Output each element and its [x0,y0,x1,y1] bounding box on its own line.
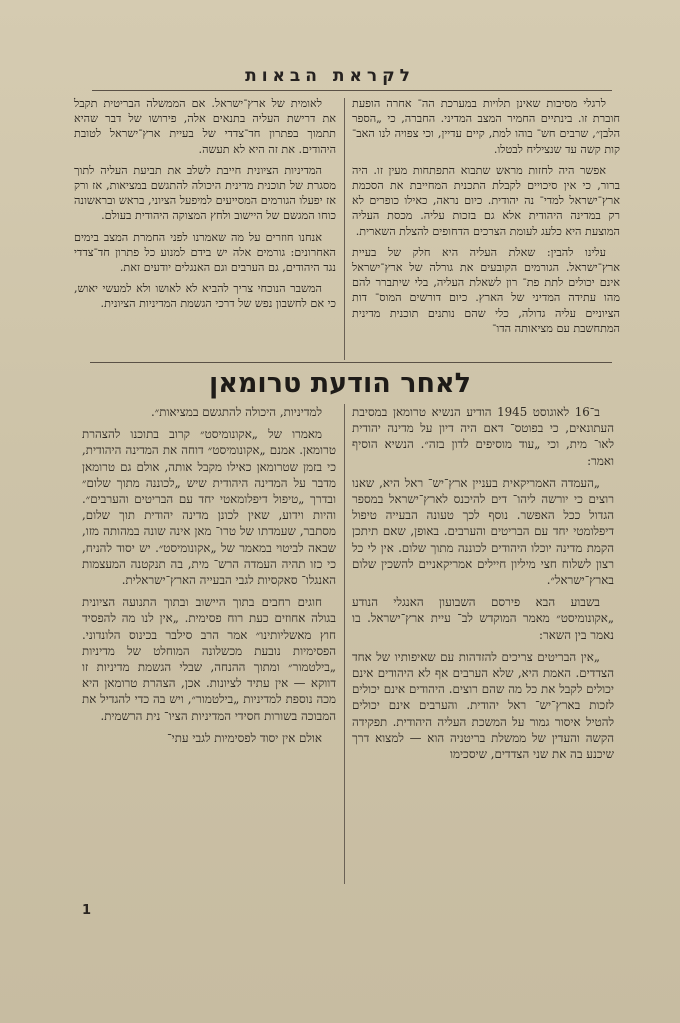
bottom-right-column [352,404,614,768]
section-title: לקראת הבאות [245,66,415,86]
paragraph: „אין הבריטים צריכים להזדהות עם שאיפותיו של אחד הצדדים. האמת היא, שלא הערבים אף לא היהודים אינם יכולים לקבל את כל מה שהם רוצים. היהודים אינם יכולים לזכות בארץ־יש־ ראל יהודית. והערבים אינם יכולים להטיל איסור גמור על המשכת העליה היהודית. תפקידה הקשה והעדין של ממשלת בריטניה הוא — למצוא דרך שיכנע בה את שני הצדדים, שיסכימו [352,649,614,762]
paragraph: אולם אין יסוד לפסימיות לגבי עתי־ [167,730,322,745]
column-divider-top [344,98,345,360]
paragraph: בשבוע הבא פירסם השבועון האנגלי הנודע „אקונומיסט״ מאמר המוקדש לב־ עיית ארץ־ישראל. בו נאמר בין השאר: [352,595,614,642]
paragraph: חוגים רחבים בתוך היישוב ובתוך התנועה הציונית בגולה אחוזים כעת רוח פסימית. „אין לנו מה להפסיד חוץ מאשליותינו״ אמר הרב סילבר בכינוס הלונדוני. הפסימיות נובעת מכשלונה המוחלט של מדיניות „בילטמור״ ומתוך ההנחה, שבלי הגשמת מדיניות זו דווקא — אין עתיד לציונות. אכן, הצהרת טרומאן היא מכה נוספת למדיניות „בילטמור״, ויש בה כדי להגדיל את המבוכה בשורות חסידי המדיניות הציו־ נית הרשמית. [82,595,336,723]
paragraph: לרגלי מסיבות שאינן תלויות במערכת הה־ אחרה הופעת חוברת זו. בינתיים החמיר המצב המדיני. החברה, כי „הספר הלבן״, שרבים חש־ בוהו למת, קיים עדיין, וכי צפויה לנו האב־ קות קשה עד שנציליח לבטלו. [352,97,620,156]
paragraph: עלינו להבין: שאלת העליה היא חלק של בעיית ארץ־ישראל. הגורמים הקובעים את גורלה של ארץ־ישראל אינם יכולים לתת פת־ רון לשאלת העליה, בלי שיתברר להם מהו עתידה המדיני של הארץ. כיום דורשים המוס־ דות הציוניים עליה גדולה, כלי שהם נותנים תוכנית מדינית המתחשבת עם מציאותה הדו־ [352,245,620,335]
top-right-column [352,96,620,342]
top-left-column [74,96,336,318]
paragraph: לאומית של ארץ־ישראל. אם הממשלה הבריטית תקבל את דרישת העליה בתנאים אלה, פירושו של דבר שהיא תתמוך בפתרון חד־צדדי של בעיית ארץ־ישראל לטובת היהודים. את זה היא לא תעשה. [74,97,336,156]
paragraph: המדיניות הציונית חייבת לשלב את תביעת העליה לתוך מסגרת של תוכנית מדינית היכולה להתגשם במציאות, אז ורק אז יפעלו הגורמים המסייעים למיפעל הציוני, בראש ובראשונה כוחו המגשם של היישוב ולחץ המצוקה היהודית בעולם. [74,163,336,223]
page-number: 1 [82,903,92,918]
paragraph: למדיניות, היכולה להתגשם במציאות״. [151,405,322,419]
paragraph: ב־16 לאוגוסט 1945 הודיע הנשיא טרומאן במסיבת העתונאים, כי בפוטס־ דאם היה דיון על מדינה יהודית לאו־ מית, וכי „עוד מוסיפים לדון בזה״. הנשיא הוסיף ואמר: [352,405,614,468]
column-divider-bottom [344,404,345,884]
paragraph: המשבר הנוכחי צריך להביא לא לאושו ולא למעשי יאוש, כי אם לחשבון נפש של דרכי הגשמת המדיניות הציונית. [74,282,336,311]
paragraph: אנחנו חוזרים על מה שאמרנו לפני החמרת המצב בימים האחרונים: גורמים אלה יש בידם למנוע כל פתרון חד־צדדי נגד היהודים, גם הערבים וגם האנגלים יודעים זאת. [74,230,336,275]
article-headline: לאחר הודעת טרומאן [208,368,472,399]
bottom-left-column [82,404,336,752]
paragraph: אפשר היה לחזות מראש שתבוא התפתחות מעין זו. היה ברור, כי אין סיכויים לקבלת התכנית המחייבת את הסכמת ארץ־ישראל למדי־ נה יהודית. כיום נראה, כאילו כופרים לא רק במדינה היהודית אלא גם בזכות עליה. מכסת העליה המוצעת היא כלעג לעומת הצרכים הדחופים להצלת השארית. [352,163,620,238]
headline-rule [90,362,612,363]
paragraph: מאמרו של „אקונומיסט״ קרוב בתוכנו להצהרת טרומאן. אמנם „אקונומיסט״ דוחה את המדינה היהודית, כי בזמן שטרומאן כאילו מקבל אותה, אולם גם טרומאן מדבר על המדינה היהודית שיש „לכוננה מתוך שלום״ ובדרך „טיפול דיפלומאטי יחד עם הבריטים והערבים״. והיות וידוע, שאין לכונן מדינה יהודית תוך שלום, מסתבר, שעמדתו של טרו־ מאן אינה שונה במהותה מזו, שבאה לביטוי במאמר של „אקונומיסט״. יש יסוד להניח, כי כזו תהיה העמדה הרש־ מית, בה תנקטנה המעצמות האנגלו־ סאקסיות לגבי הבעייה הארץ־ישראלית. [82,427,336,588]
section-title-rule [92,90,612,91]
paragraph: „העמדה האמריקאית בעניין ארץ־יש־ ראל היא, שאנו רוצים כי יורשה ליהו־ דים להיכנס לארץ־ישראל במספר הגדול ככל האפשר. נוסף לכך טעונה הבעייה טיפול דיפלומטי יחד עם הבריטים והערבים. באופן, שאם תיתכן הקמת מדינה יוכלו היהודים לכוננה מתוך שלום. אין לי כל רצון לשלוח חצי מיליון חיילים אמריקאניים להשכין שלום בארץ־ישראל״. [352,475,614,588]
